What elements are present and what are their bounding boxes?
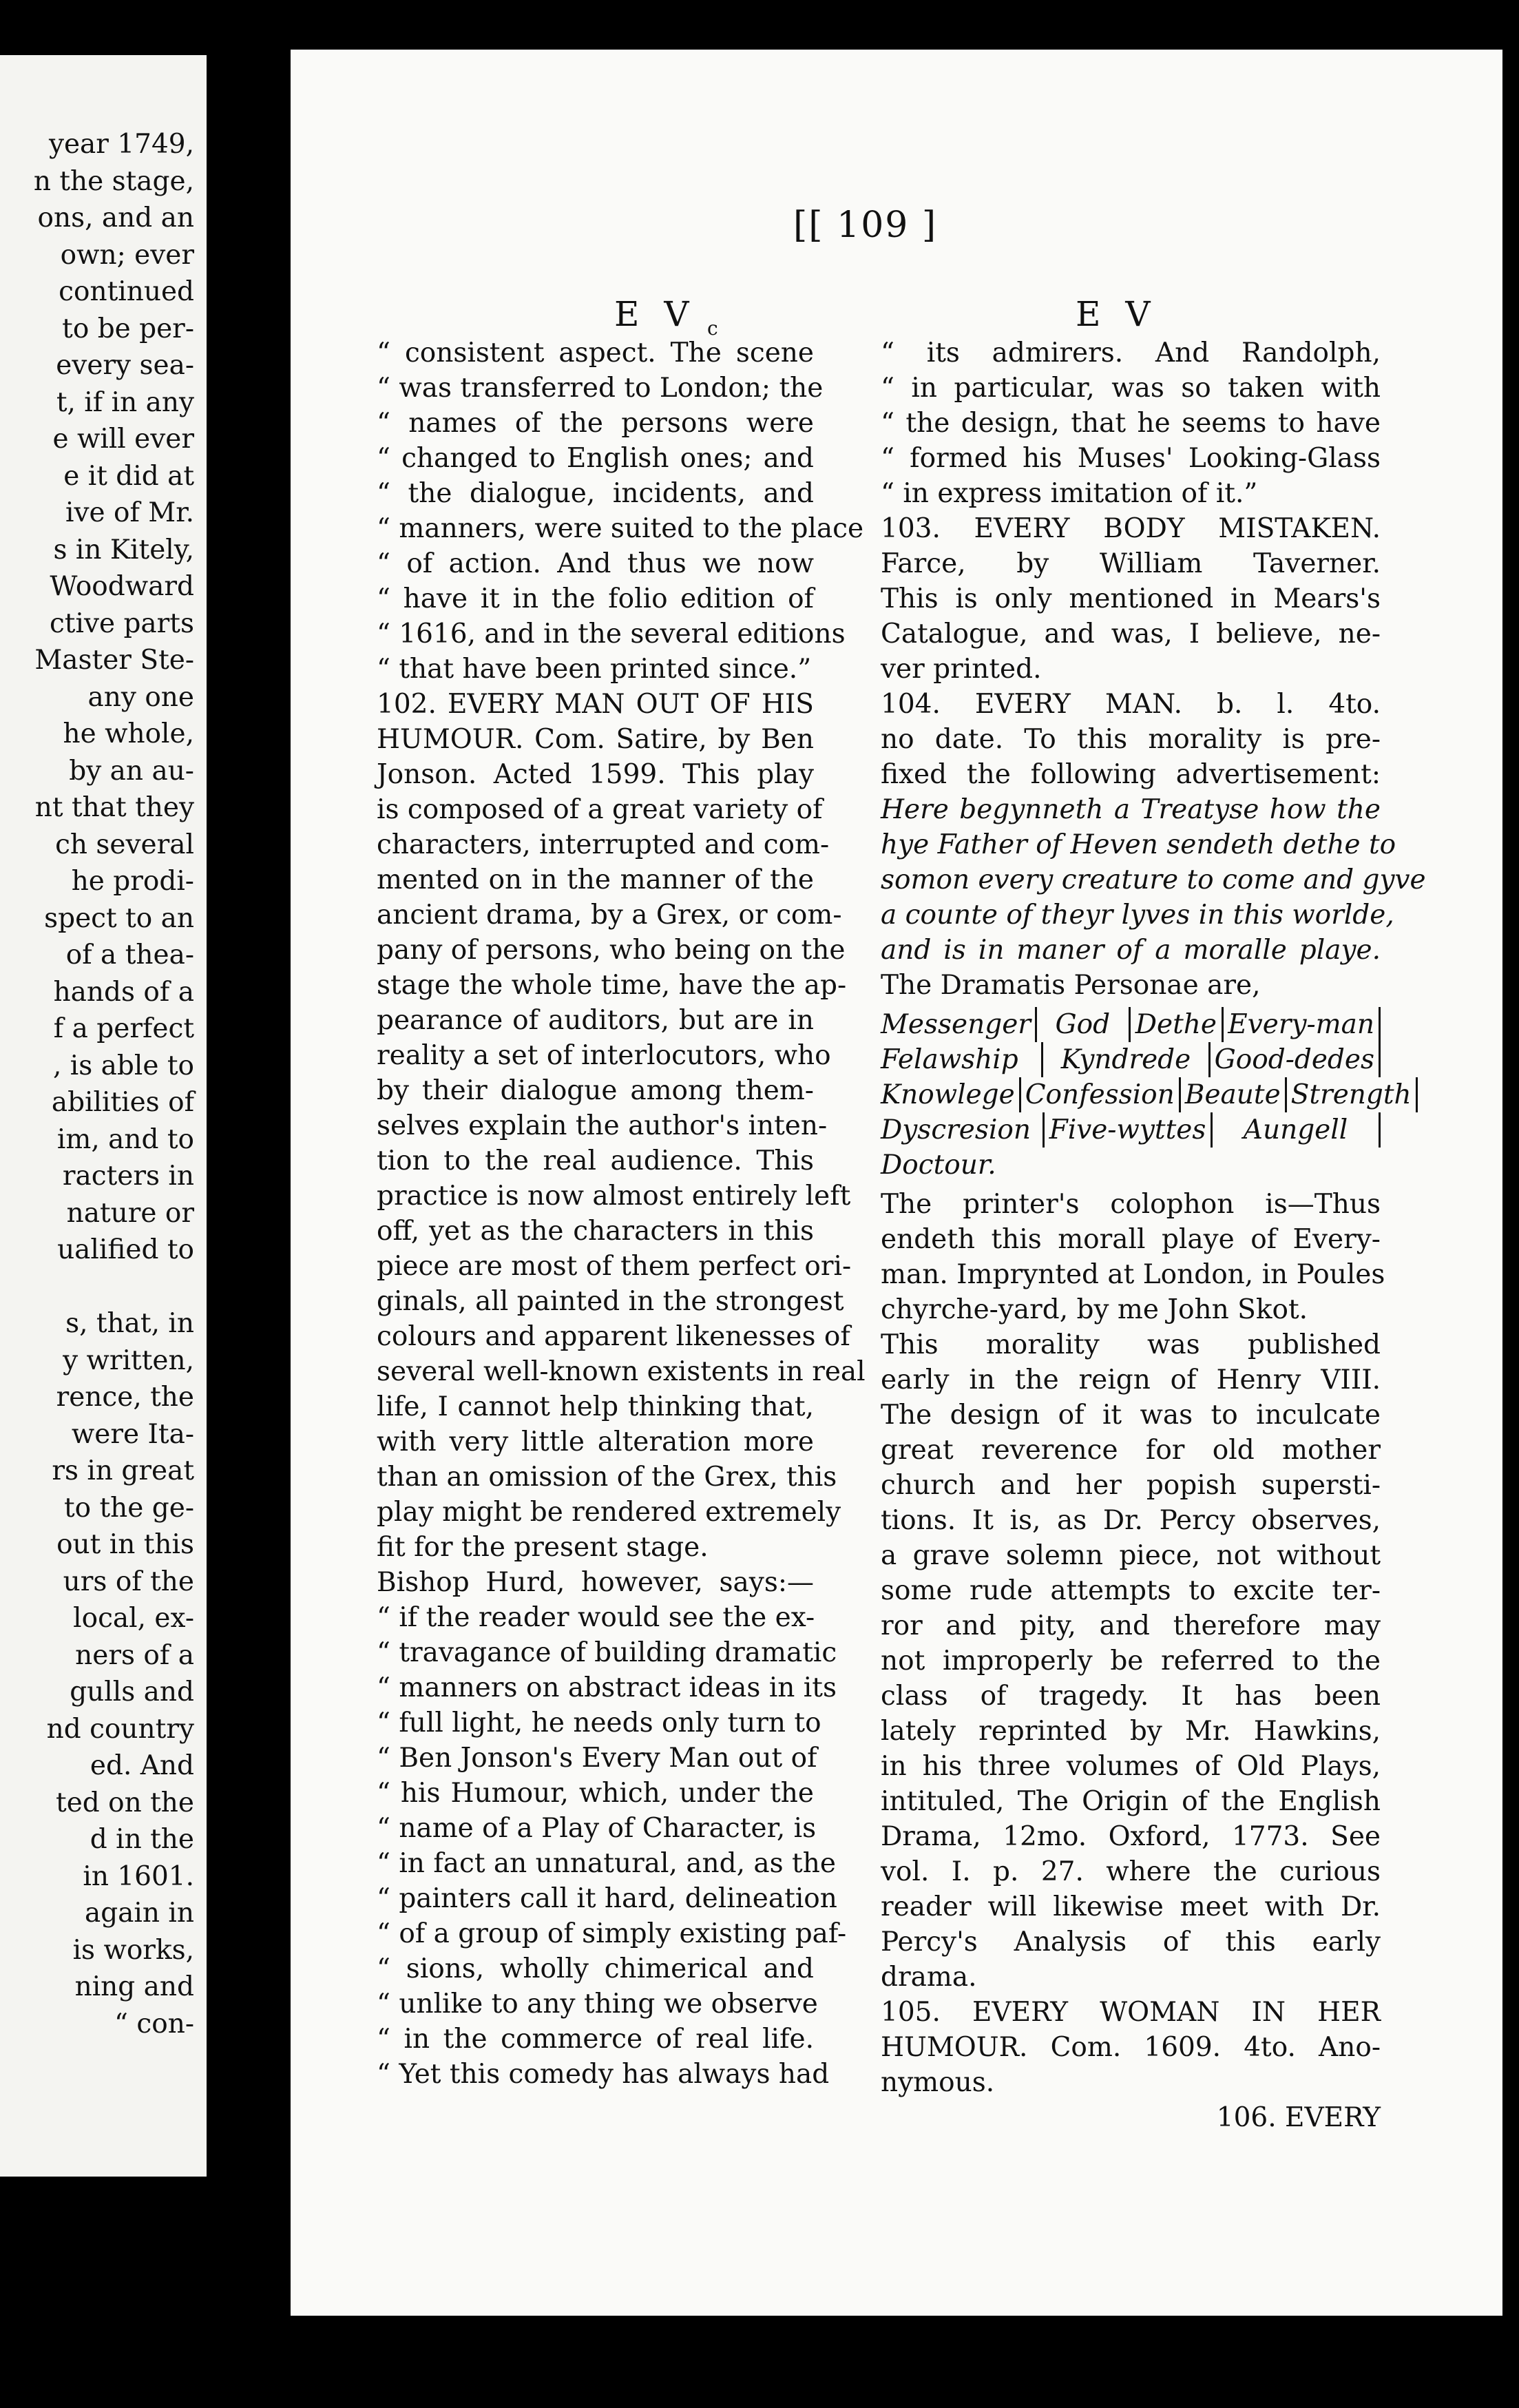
- text-line: 106. EVERY: [1216, 2102, 1381, 2133]
- text-line: “ in the commerce of real life.: [377, 2024, 814, 2055]
- left-page-fragment: [0, 55, 207, 2177]
- text-line: “ in fact an unnatural, and, as the: [377, 1848, 836, 1879]
- text-line: “ in particular, was so taken with: [881, 373, 1381, 404]
- dramatis-character: Knowlege: [881, 1077, 1021, 1112]
- text-line: tions. It is, as Dr. Percy observes,: [881, 1505, 1381, 1536]
- text-line: HUMOUR. Com. 1609. 4to. Ano-: [881, 2032, 1381, 2063]
- left-margin-line: in 1601.: [83, 1860, 194, 1892]
- text-line: man. Imprynted at London, in Poules: [881, 1259, 1385, 1290]
- right-page: [291, 50, 1502, 2316]
- left-margin-line: out in this: [56, 1529, 194, 1560]
- text-line: “ his Humour, which, under the: [377, 1778, 814, 1809]
- text-line: “ have it in the folio edition of: [377, 583, 814, 614]
- left-margin-line: nd country: [46, 1713, 194, 1745]
- left-margin-line: e will ever: [52, 424, 194, 455]
- left-margin-line: n the stage,: [33, 165, 194, 197]
- dramatis-character: Five-wyttes: [1045, 1112, 1213, 1148]
- column-right-part-2: [881, 1187, 1385, 2135]
- left-margin-line: again in: [84, 1898, 194, 1929]
- left-margin-line: f a perfect: [53, 1013, 194, 1044]
- text-line: lately reprinted by Mr. Hawkins,: [881, 1716, 1381, 1747]
- dramatis-character: Good-dedes: [1211, 1042, 1381, 1077]
- text-line: Catalogue, and was, I believe, ne-: [881, 619, 1381, 650]
- text-line: “ that have been printed since.”: [377, 654, 812, 685]
- text-line: “ was transferred to London; the: [377, 373, 824, 404]
- text-line: piece are most of them perfect ori-: [377, 1251, 852, 1282]
- text-line: “ sions, wholly chimerical and: [377, 1953, 814, 1984]
- text-line: 104. EVERY MAN. b. l. 4to.: [881, 689, 1381, 720]
- left-margin-line: “ con-: [114, 2008, 194, 2039]
- running-head-right: E V: [1076, 294, 1157, 334]
- text-line: “ names of the persons were: [377, 408, 814, 439]
- dramatis-row: [881, 1007, 1381, 1042]
- text-line: church and her popish supersti-: [881, 1470, 1381, 1501]
- left-margin-line: nt that they: [34, 792, 194, 823]
- text-line: not improperly be referred to the: [881, 1646, 1381, 1677]
- text-line: “ if the reader would see the ex-: [377, 1602, 815, 1633]
- text-line: “ Yet this comedy has always had: [377, 2059, 830, 2090]
- text-line: pany of persons, who being on the: [377, 935, 846, 966]
- left-margin-line: of a thea-: [65, 940, 194, 971]
- text-line: chyrche-yard, by me John Skot.: [881, 1294, 1308, 1325]
- text-line: life, I cannot help thinking that,: [377, 1391, 814, 1422]
- running-head-left: E V: [614, 294, 696, 334]
- left-margin-line: ualified to: [57, 1234, 194, 1265]
- text-line: The design of it was to inculcate: [881, 1400, 1381, 1431]
- left-margin-line: Woodward: [50, 571, 194, 602]
- text-line: “ travagance of building dramatic: [377, 1637, 837, 1668]
- left-margin-line: s, that, in: [65, 1308, 194, 1339]
- left-margin-line: own; ever: [60, 239, 194, 271]
- left-margin-line: ch several: [55, 829, 194, 860]
- text-line: “ of a group of simply existing paf-: [377, 1918, 847, 1949]
- text-line: “ Ben Jonson's Every Man out of: [377, 1743, 817, 1774]
- left-margin-line: e it did at: [63, 460, 194, 492]
- dramatis-character: Dyscresion: [881, 1112, 1045, 1148]
- left-margin-line: every sea-: [56, 350, 194, 381]
- text-line: Bishop Hurd, however, says:—: [377, 1567, 814, 1598]
- text-line: tion to the real audience. This: [377, 1145, 814, 1176]
- text-line: 105. EVERY WOMAN IN HER: [881, 1997, 1381, 2028]
- dramatis-character: Aungell: [1213, 1112, 1381, 1148]
- text-line: hye Father of Heven sendeth dethe to: [881, 829, 1396, 860]
- text-line: “ full light, he needs only turn to: [377, 1708, 821, 1738]
- text-line: and is in maner of a moralle playe.: [881, 935, 1381, 966]
- text-line: mented on in the manner of the: [377, 864, 814, 895]
- text-line: is composed of a great variety of: [377, 794, 823, 825]
- left-margin-line: d in the: [90, 1824, 194, 1855]
- text-line: “ consistent aspect. The scene: [377, 338, 814, 369]
- text-line: characters, interrupted and com-: [377, 829, 830, 860]
- left-margin-line: Master Ste-: [34, 645, 194, 676]
- text-line: intituled, The Origin of the English: [881, 1786, 1381, 1817]
- text-line: “ manners, were suited to the place: [377, 513, 864, 544]
- signature-mark: c: [707, 317, 718, 340]
- dramatis-character: Felawship: [881, 1042, 1043, 1077]
- text-line: vol. I. p. 27. where the curious: [881, 1856, 1381, 1887]
- left-margin-line: is works,: [72, 1934, 194, 1966]
- left-margin-line: to the ge-: [63, 1492, 194, 1524]
- text-line: a counte of theyr lyves in this worlde,: [881, 900, 1394, 931]
- text-line: Percy's Analysis of this early: [881, 1927, 1381, 1958]
- left-margin-line: he whole,: [63, 718, 194, 749]
- dramatis-character: Kyndrede: [1043, 1042, 1210, 1077]
- column-right-part-1: [881, 335, 1426, 1003]
- text-line: 102. EVERY MAN OUT OF HIS: [377, 689, 814, 720]
- text-line: This morality was published: [881, 1329, 1381, 1360]
- text-line: This is only mentioned in Mears's: [881, 583, 1381, 614]
- page-number: [[ 109 ]: [793, 205, 938, 246]
- text-line: endeth this morall playe of Every-: [881, 1224, 1381, 1255]
- text-line: ginals, all painted in the strongest: [377, 1286, 844, 1317]
- dramatis-row: [881, 1112, 1381, 1148]
- text-line: drama.: [881, 1962, 977, 1993]
- text-line: ancient drama, by a Grex, or com-: [377, 900, 842, 931]
- left-margin-line: ive of Mr.: [65, 497, 194, 528]
- dramatis-personae-table: [881, 1007, 1412, 1183]
- text-line: “ changed to English ones; and: [377, 443, 814, 474]
- text-line: 103. EVERY BODY MISTAKEN.: [881, 513, 1381, 544]
- left-margin-line: local, ex-: [73, 1603, 194, 1634]
- text-line: play might be rendered extremely: [377, 1497, 841, 1528]
- text-line: fit for the present stage.: [377, 1532, 709, 1563]
- left-margin-line: ed. And: [90, 1750, 194, 1781]
- left-margin-line: ted on the: [56, 1787, 194, 1818]
- text-line: a grave solemn piece, not without: [881, 1540, 1381, 1571]
- left-margin-line: ons, and an: [37, 203, 194, 233]
- text-line: The printer's colophon is—Thus: [881, 1189, 1381, 1220]
- text-line: off, yet as the characters in this: [377, 1216, 814, 1247]
- text-line: no date. To this morality is pre-: [881, 724, 1381, 755]
- text-line: colours and apparent likenesses of: [377, 1321, 850, 1352]
- text-line: Farce, by William Taverner.: [881, 548, 1381, 579]
- text-line: some rude attempts to excite ter-: [881, 1575, 1381, 1606]
- text-line: ver printed.: [881, 654, 1042, 685]
- left-margin-line: were Ita-: [71, 1418, 194, 1450]
- left-margin-line: he prodi-: [71, 866, 194, 897]
- left-margin-line: continued: [59, 276, 194, 307]
- dramatis-character: Messenger: [881, 1007, 1037, 1042]
- text-line: than an omission of the Grex, this: [377, 1462, 837, 1493]
- left-margin-line: urs of the: [63, 1566, 194, 1597]
- text-line: fixed the following advertisement:: [881, 759, 1381, 790]
- left-margin-line: nature or: [66, 1197, 194, 1229]
- dramatis-character: Doctour.: [881, 1150, 996, 1181]
- text-line: stage the whole time, have the ap-: [377, 970, 847, 1001]
- text-line: reader will likewise meet with Dr.: [881, 1891, 1381, 1922]
- left-margin-line: abilities of: [51, 1087, 194, 1118]
- dramatis-row: [881, 1148, 1381, 1183]
- dramatis-character: Strength: [1287, 1077, 1418, 1112]
- left-margin-line: racters in: [62, 1161, 194, 1192]
- left-margin-line: im, and to: [56, 1123, 194, 1155]
- left-margin-line: rence, the: [56, 1382, 194, 1413]
- dramatis-character: God: [1037, 1007, 1131, 1042]
- text-line: in his three volumes of Old Plays,: [881, 1751, 1381, 1782]
- dramatis-row: [881, 1042, 1381, 1077]
- left-margin-line: year 1749,: [48, 129, 194, 160]
- text-line: “ 1616, and in the several editions: [377, 619, 846, 650]
- left-margin-line: t, if in any: [56, 386, 194, 418]
- left-margin-line: rs in great: [52, 1455, 194, 1486]
- dramatis-character: Beaute: [1181, 1077, 1287, 1112]
- text-line: several well-known existents in real: [377, 1356, 866, 1387]
- left-margin-line: hands of a: [53, 976, 194, 1008]
- left-margin-line: y written,: [63, 1345, 194, 1376]
- text-line: nymous.: [881, 2067, 995, 2098]
- text-line: somon every creature to come and gyve: [881, 864, 1426, 895]
- text-line: Jonson. Acted 1599. This play: [377, 759, 814, 790]
- left-margin-line: any one: [87, 681, 194, 713]
- text-line: “ manners on abstract ideas in its: [377, 1672, 837, 1703]
- text-line: reality a set of interlocutors, who: [377, 1040, 831, 1071]
- dramatis-character: Every-man: [1224, 1007, 1381, 1042]
- left-margin-line: ning and: [74, 1971, 194, 2002]
- left-margin-line: to be per-: [62, 313, 194, 344]
- text-line: by their dialogue among them-: [377, 1075, 814, 1106]
- left-margin-line: by an au-: [69, 755, 194, 787]
- dramatis-row: [881, 1077, 1412, 1112]
- left-margin-line: gulls and: [70, 1677, 194, 1708]
- text-line: “ its admirers. And Randolph,: [881, 338, 1381, 369]
- text-line: “ the dialogue, incidents, and: [377, 478, 814, 509]
- text-line: great reverence for old mother: [881, 1435, 1381, 1466]
- text-line: class of tragedy. It has been: [881, 1681, 1381, 1712]
- text-column-left: [377, 335, 866, 2092]
- text-line: pearance of auditors, but are in: [377, 1005, 814, 1036]
- text-line: ror and pity, and therefore may: [881, 1610, 1381, 1641]
- text-line: HUMOUR. Com. Satire, by Ben: [377, 724, 814, 755]
- text-line: The Dramatis Personae are,: [881, 970, 1261, 1001]
- text-line: practice is now almost entirely left: [377, 1181, 851, 1212]
- text-line: “ the design, that he seems to have: [881, 408, 1381, 439]
- text-line: early in the reign of Henry VIII.: [881, 1364, 1381, 1395]
- left-margin-line: ners of a: [75, 1639, 194, 1671]
- text-line: “ of action. And thus we now: [377, 548, 814, 579]
- text-column-right: [881, 335, 1426, 2135]
- text-line: “ name of a Play of Character, is: [377, 1813, 817, 1844]
- left-margin-line: s in Kitely,: [53, 534, 194, 565]
- text-line: “ in express imitation of it.”: [881, 478, 1258, 509]
- text-line: “ painters call it hard, delineation: [377, 1883, 837, 1914]
- left-margin-line: spect to an: [44, 902, 194, 934]
- text-line: with very little alteration more: [377, 1426, 814, 1457]
- left-margin-line: , is able to: [53, 1050, 194, 1081]
- text-line: Here begynneth a Treatyse how the: [881, 794, 1381, 825]
- text-line: “ formed his Muses' Looking-Glass: [881, 443, 1381, 474]
- text-line: Drama, 12mo. Oxford, 1773. See: [881, 1821, 1381, 1852]
- text-line: selves explain the author's inten-: [377, 1110, 828, 1141]
- left-margin-line: ctive parts: [49, 608, 194, 639]
- text-line: “ unlike to any thing we observe: [377, 1989, 818, 2020]
- dramatis-character: Confession: [1021, 1077, 1181, 1112]
- dramatis-character: Dethe: [1131, 1007, 1224, 1042]
